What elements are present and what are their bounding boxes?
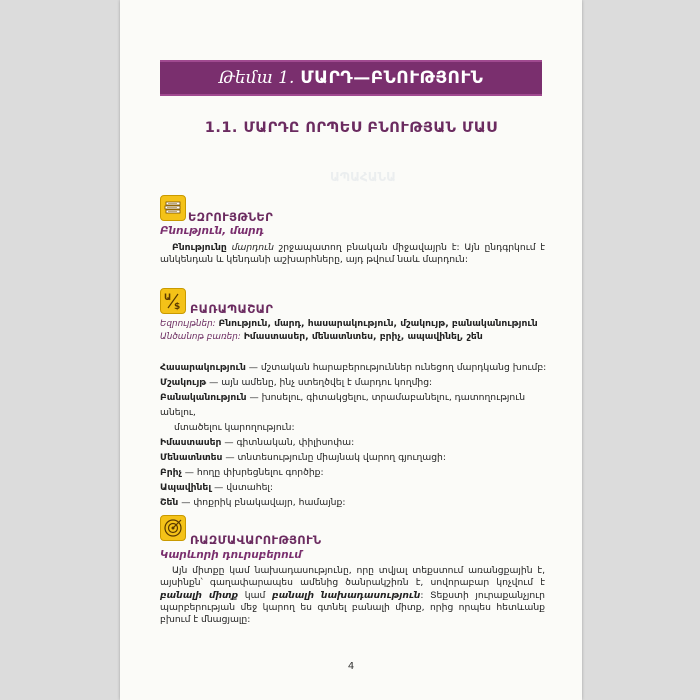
dictionary-new-words-line: Անծանոթ բառեր: Իմաստասեր, մենատնտես, բրիչ, ապավինել, շեն — [160, 331, 483, 342]
textbook-page — [120, 0, 582, 700]
bleed-through-text: ԱՊԱՀԱՆԱ — [330, 170, 396, 184]
glossary-entry: Բանականություն — խոսելու, գիտակցելու, տրամաբանելու, դատողություն անելու, — [160, 392, 526, 418]
books-icon — [160, 195, 186, 221]
keywords-subheading: Բնություն, մարդ — [160, 225, 264, 237]
svg-text:$: $ — [174, 302, 181, 311]
dictionary-heading: ԲԱՌԱՊԱՇԱՐ — [190, 302, 274, 316]
glossary-entry-continuation: մտածելու կարողություն: — [174, 422, 295, 433]
dictionary-terms-line: Եզրույթներ: Բնություն, մարդ, հասարակություն, մշակույթ, բանականություն — [160, 318, 538, 329]
topic-number: Թեմա 1. — [218, 68, 295, 88]
glossary-entry: Շեն — փոքրիկ բնակավայր, համայնք: — [160, 497, 346, 508]
svg-text:Ա: Ա — [164, 293, 172, 303]
glossary-entry: Մշակույթ — այն ամենը, ինչ ստեղծվել է մարդու կողմից: — [160, 377, 433, 388]
glossary-entry: Հասարակություն — մշտական հարաբերություններ ունեցող մարդկանց խումբ: — [160, 362, 547, 373]
strategy-heading: ՌԱԶՄԱՎԱՐՈՒԹՅՈՒՆ — [190, 533, 322, 547]
keywords-paragraph: Բնությունը մարդուն շրջապատող բնական միջավայրն է: Այն ընդգրկում է անկենդան և կենդանի աշխարհները, այդ թվում նաև մարդուն: — [160, 242, 546, 266]
topic-banner — [160, 60, 542, 96]
topic-title: ՄԱՐԴ—ԲՆՈՒԹՅՈՒՆ — [300, 68, 484, 88]
glossary-entry: Մենատնտես — տնտեսությունը միայնակ վարող գյուղացի: — [160, 452, 446, 463]
glossary-entry: Ապավինել — վստահել: — [160, 482, 273, 493]
keywords-heading: ԵԶՐՈՒՅԹՆԵՐ — [188, 210, 274, 224]
glossary-list — [160, 360, 550, 510]
strategy-paragraph: Այն միտքը կամ նախադասությունը, որը տվյալ տեքստում առանցքային է, այսինքն՝ գաղափարապես ամենից ծանրակշիռն է, սովորաբար կոչվում է բանալի միտք կամ բանալի նախադասություն: Տեքստի յուրաքանչյուր պարբերության մեջ կարող ես գտնել բանալի միտք, որից որպես հետևանք բխում է մնացյալը: — [160, 565, 545, 626]
strategy-subheading: Կարևորի դուրսբերում — [160, 549, 302, 561]
lesson-title: 1.1. ՄԱՐԴԸ ՈՐՊԵՍ ԲՆՈՒԹՅԱՆ ՄԱՍ — [204, 120, 498, 136]
letters-icon — [160, 288, 186, 314]
target-icon — [160, 515, 186, 541]
glossary-entry: Բրիչ — հողը փխրեցնելու գործիք: — [160, 467, 324, 478]
glossary-entry: Իմաստասեր — գիտնական, փիլիսոփա: — [160, 437, 355, 448]
page-number: 4 — [347, 661, 355, 672]
